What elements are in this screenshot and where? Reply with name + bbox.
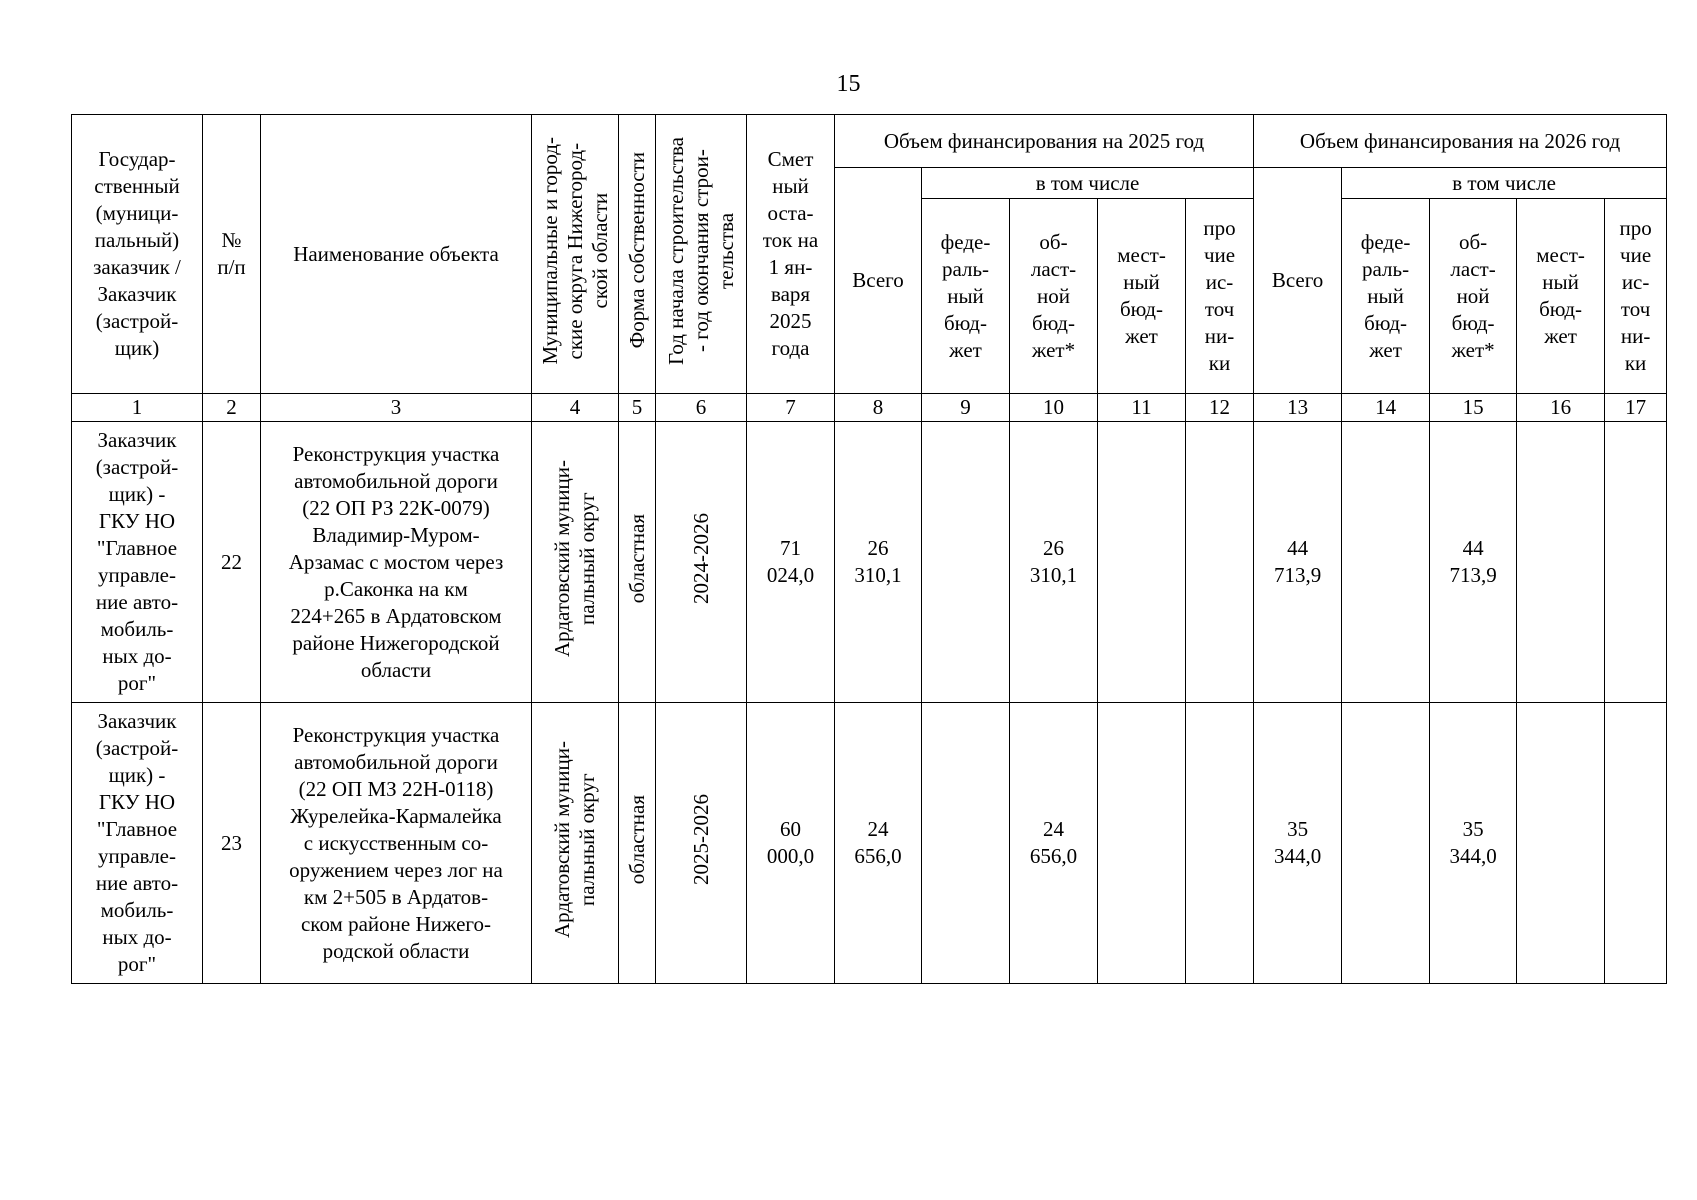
column-number: 17 xyxy=(1605,394,1667,422)
total-2026-cell: 35 344,0 xyxy=(1254,703,1342,984)
header-customer: Государ- ственный (муници- пальный) заказчик / Заказчик (застрой- щик) xyxy=(72,115,203,394)
header-other-2025: про чие ис- точ ни- ки xyxy=(1186,199,1254,394)
row-number: 22 xyxy=(203,422,261,703)
header-federal-2025: феде- раль- ный бюд- жет xyxy=(922,199,1010,394)
column-number: 14 xyxy=(1342,394,1430,422)
estimate-cell: 60 000,0 xyxy=(747,703,835,984)
table-row xyxy=(72,422,1667,703)
federal-2025-cell xyxy=(922,703,1010,984)
column-number: 12 xyxy=(1186,394,1254,422)
header-years: Год начала строительства - год окончания строи- тельства xyxy=(656,115,747,394)
object-name-cell: Реконструкция участка автомобильной дороги (22 ОП РЗ 22К-0079) Владимир-Муром- Арзамас с мостом через р.Саконка на км 224+265 в Ардатовском районе Нижегородской области xyxy=(261,422,532,703)
ownership-cell: областная xyxy=(619,422,656,703)
header-fin-2026: Объем финансирования на 2026 год xyxy=(1254,115,1667,168)
column-number: 8 xyxy=(835,394,922,422)
customer-cell: Заказчик (застрой- щик) - ГКУ НО "Главное управле- ние авто- мобиль- ных до- рог" xyxy=(72,703,203,984)
total-2026-cell: 44 713,9 xyxy=(1254,422,1342,703)
header-including-2025: в том числе xyxy=(922,168,1254,199)
header-other-2026: про чие ис- точ ни- ки xyxy=(1605,199,1667,394)
header-municipality: Муниципальные и город- ские округа Нижегород- ской области xyxy=(532,115,619,394)
header-estimate: Смет ный оста- ток на 1 ян- варя 2025 года xyxy=(747,115,835,394)
other-2025-cell xyxy=(1186,422,1254,703)
municipality-cell: Ардатовский муници- пальный округ xyxy=(532,703,619,984)
column-number: 15 xyxy=(1430,394,1517,422)
total-2025-cell: 26 310,1 xyxy=(835,422,922,703)
header-regional-2026: об- ласт- ной бюд- жет* xyxy=(1430,199,1517,394)
column-number: 11 xyxy=(1098,394,1186,422)
regional-2026-cell: 35 344,0 xyxy=(1430,703,1517,984)
regional-2025-cell: 26 310,1 xyxy=(1010,422,1098,703)
header-total-2025: Всего xyxy=(835,168,922,394)
header-total-2026: Всего xyxy=(1254,168,1342,394)
estimate-cell: 71 024,0 xyxy=(747,422,835,703)
column-number: 4 xyxy=(532,394,619,422)
header-row-1 xyxy=(72,115,1667,168)
header-federal-2026: феде- раль- ный бюд- жет xyxy=(1342,199,1430,394)
table-row xyxy=(72,703,1667,984)
other-2026-cell xyxy=(1605,422,1667,703)
local-2026-cell xyxy=(1517,703,1605,984)
column-number: 16 xyxy=(1517,394,1605,422)
header-local-2026: мест- ный бюд- жет xyxy=(1517,199,1605,394)
years-cell: 2024-2026 xyxy=(656,422,747,703)
local-2026-cell xyxy=(1517,422,1605,703)
header-local-2025: мест- ный бюд- жет xyxy=(1098,199,1186,394)
header-fin-2025: Объем финансирования на 2025 год xyxy=(835,115,1254,168)
federal-2026-cell xyxy=(1342,703,1430,984)
local-2025-cell xyxy=(1098,703,1186,984)
object-name-cell: Реконструкция участка автомобильной дороги (22 ОП МЗ 22Н-0118) Журелейка-Кармалейка с искусственным со- оружением через лог на км 2+505 в Ардатов- ском районе Нижего- родской области xyxy=(261,703,532,984)
other-2025-cell xyxy=(1186,703,1254,984)
federal-2025-cell xyxy=(922,422,1010,703)
regional-2026-cell: 44 713,9 xyxy=(1430,422,1517,703)
column-number: 7 xyxy=(747,394,835,422)
column-number: 2 xyxy=(203,394,261,422)
years-cell: 2025-2026 xyxy=(656,703,747,984)
column-number: 5 xyxy=(619,394,656,422)
column-number: 13 xyxy=(1254,394,1342,422)
column-number: 3 xyxy=(261,394,532,422)
header-object-name: Наименование объекта xyxy=(261,115,532,394)
page-number: 15 xyxy=(836,71,861,97)
header-regional-2025: об- ласт- ной бюд- жет* xyxy=(1010,199,1098,394)
row-number: 23 xyxy=(203,703,261,984)
municipality-cell: Ардатовский муници- пальный округ xyxy=(532,422,619,703)
header-num: № п/п xyxy=(203,115,261,394)
customer-cell: Заказчик (застрой- щик) - ГКУ НО "Главное управле- ние авто- мобиль- ных до- рог" xyxy=(72,422,203,703)
column-number: 9 xyxy=(922,394,1010,422)
local-2025-cell xyxy=(1098,422,1186,703)
other-2026-cell xyxy=(1605,703,1667,984)
total-2025-cell: 24 656,0 xyxy=(835,703,922,984)
column-number: 10 xyxy=(1010,394,1098,422)
header-ownership: Форма собственности xyxy=(619,115,656,394)
financing-table xyxy=(71,114,1667,984)
federal-2026-cell xyxy=(1342,422,1430,703)
column-number: 6 xyxy=(656,394,747,422)
regional-2025-cell: 24 656,0 xyxy=(1010,703,1098,984)
header-including-2026: в том числе xyxy=(1342,168,1667,199)
ownership-cell: областная xyxy=(619,703,656,984)
column-number: 1 xyxy=(72,394,203,422)
column-numbers-row xyxy=(72,394,1667,422)
